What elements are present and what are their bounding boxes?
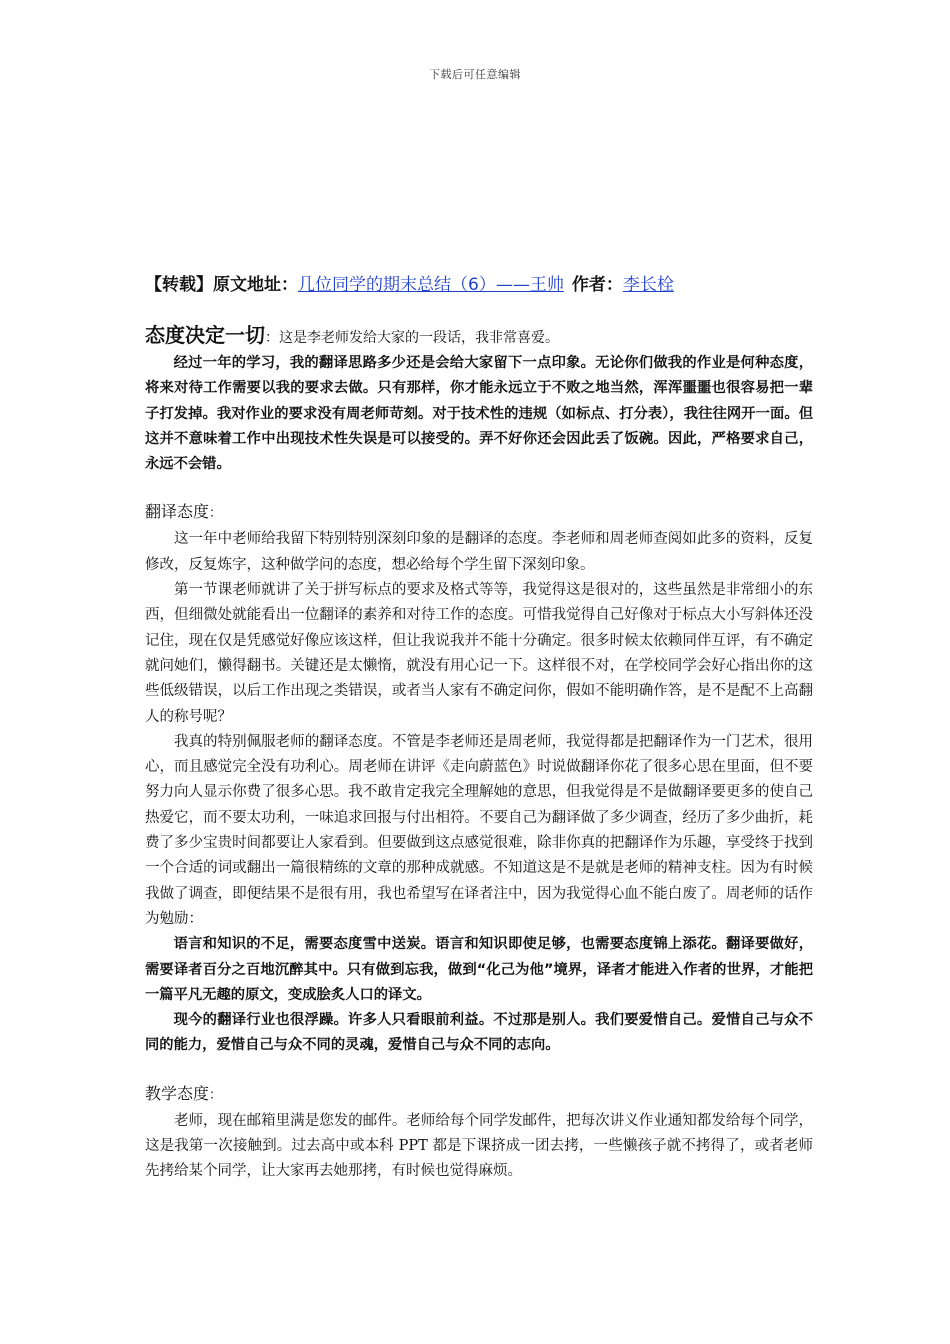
translation-paragraph: 这一年中老师给我留下特别特别深刻印象的是翻译的态度。李老师和周老师查阅如此多的资料，反复修改，反复炼字，这种做学问的态度，想必给每个学生留下深刻印象。 bbox=[145, 531, 813, 573]
teaching-paragraph: 老师，现在邮箱里满是您发的邮件。老师给每个同学发邮件，把每次讲义作业通知都发给每个同学，这是我第一次接触到。过去高中或本科 PPT 都是下课挤成一团去拷，一些懒孩子就不拷得了，或者老师先拷给某个同学，让大家再去她那拷，有时候也觉得麻烦。 bbox=[145, 1112, 813, 1180]
page-header-note: 下载后可任意编辑 bbox=[429, 68, 521, 81]
teaching-section-title bbox=[145, 1081, 813, 1109]
attitude-title: 态度决定一切 bbox=[145, 323, 265, 347]
original-article-link[interactable]: 几位同学的期末总结（6）——王帅 bbox=[298, 275, 564, 295]
translation-quote: 现今的翻译行业也很浮躁。许多人只看眼前利益。不过那是别人。我们要爱惜自己。爱惜自己与众不同的能力，爱惜自己与众不同的灵魂，爱惜自己与众不同的志向。 bbox=[145, 1012, 813, 1054]
author-link[interactable]: 李长栓 bbox=[622, 275, 674, 295]
repost-prefix: 【转载】原文地址： bbox=[145, 275, 298, 295]
translation-title-colon: ： bbox=[209, 506, 223, 522]
attitude-intro: ：这是李老师发给大家的一段话，我非常喜爱。 bbox=[265, 330, 559, 346]
translation-paragraph: 我真的特别佩服老师的翻译态度。不管是李老师还是周老师，我觉得都是把翻译作为一门艺术，很用心，而且感觉完全没有功利心。周老师在讲评《走向蔚蓝色》时说做翻译你花了很多心思在里面，但不要努力向人显示你费了很多心思。我不敢肯定我完全理解她的意思，但我觉得是不是做翻译要更多的使自己热爱它，而不要太功利，一味追求回报与付出相符。不要自己为翻译做了多少调查，经历了多少曲折，耗费了多少宝贵时间都要让人家看到。但要做到这点感觉很难，除非你真的把翻译作为乐趣，享受终于找到一个合适的词或翻出一篇很精练的文章的那种成就感。不知道这是不是就是老师的精神支柱。因为有时候我做了调查，即便结果不是很有用，我也希望写在译者注中，因为我觉得心血不能白废了。周老师的话作为勉励： bbox=[145, 733, 813, 927]
author-label: 作者： bbox=[571, 275, 623, 295]
translation-quote: 语言和知识的不足，需要态度雪中送炭。语言和知识即使足够，也需要态度锦上添花。翻译要做好，需要译者百分之百地沉醉其中。只有做到忘我，做到“化己为他”境界，译者才能进入作者的世界，才能把一篇平凡无趣的原文，变成脍炙人口的译文。 bbox=[145, 936, 813, 1003]
repost-line bbox=[145, 270, 813, 300]
teaching-title-colon: ： bbox=[209, 1087, 223, 1103]
teaching-title-text: 教学态度 bbox=[145, 1083, 210, 1103]
translation-title-text: 翻译态度 bbox=[145, 502, 210, 522]
translation-paragraph: 第一节课老师就讲了关于拼写标点的要求及格式等等，我觉得这是很对的，这些虽然是非常细小的东西，但细微处就能看出一位翻译的素养和对待工作的态度。可惜我觉得自己好像对于标点大小写斜体还没记住，现在仅是凭感觉好像应该这样，但让我说我并不能十分确定。很多时候太依赖同伴互评，有不确定就问她们，懒得翻书。关键还是太懒惰，就没有用心记一下。这样很不对，在学校同学会好心指出你的这些低级错误，以后工作出现之类错误，或者当人家有不确定问你，假如不能明确作答，是不是配不上高翻人的称号呢？ bbox=[145, 582, 813, 725]
attitude-quote: 经过一年的学习，我的翻译思路多少还是会给大家留下一点印象。无论你们做我的作业是何种态度，将来对待工作需要以我的要求去做。只有那样，你才能永远立于不败之地当然，浑浑噩噩也很容易把一辈子打发掉。我对作业的要求没有周老师苛刻。对于技术性的违规（如标点、打分表），我往往网开一面。但这并不意味着工作中出现技术性失误是可以接受的。弄不好你还会因此丢了饭碗。因此，严格要求自己，永远不会错。 bbox=[145, 355, 813, 473]
translation-section-title bbox=[145, 499, 813, 527]
attitude-heading-line bbox=[145, 322, 813, 351]
article-body bbox=[145, 270, 813, 1185]
